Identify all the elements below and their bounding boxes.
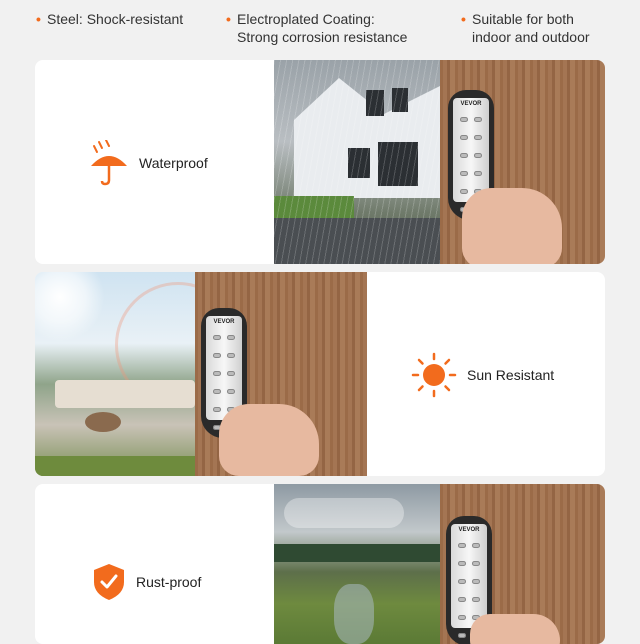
- hand: [219, 404, 319, 476]
- bullet-dot-icon: •: [461, 11, 466, 27]
- sun-label-group: [411, 352, 554, 398]
- feature-line: indoor and outdoor: [472, 29, 590, 45]
- keypad-plate: [451, 524, 487, 628]
- patio-photo: [35, 272, 195, 476]
- sofa: [55, 380, 195, 408]
- waterproof-label-group: [89, 140, 208, 186]
- puddle: [334, 584, 374, 644]
- keypad-plate: [453, 98, 489, 202]
- door-lock-photo: [440, 484, 605, 644]
- rainy-house-photo: [274, 60, 440, 264]
- hand: [462, 188, 562, 264]
- panel-label: Rust-proof: [136, 574, 202, 590]
- brand-logo: VEVOR: [458, 527, 480, 533]
- feature-item: [36, 10, 184, 28]
- brand-logo: VEVOR: [460, 101, 482, 107]
- feature-line: Suitable for both: [472, 11, 574, 27]
- feature-line: Steel: Shock-resistant: [47, 11, 184, 27]
- umbrella-rain-icon: [89, 140, 129, 186]
- bullet-dot-icon: •: [226, 11, 231, 27]
- door-lock-photo: [195, 272, 367, 476]
- cloud: [284, 498, 404, 528]
- feature-item: [226, 10, 408, 46]
- treeline: [274, 544, 440, 562]
- panel-label: Waterproof: [139, 155, 208, 171]
- feature-line: Electroplated Coating:: [237, 11, 375, 27]
- keypad-plate: [206, 316, 242, 420]
- shield-check-icon: [92, 562, 126, 602]
- sun-resistant-panel: [35, 272, 605, 476]
- sun-glare: [35, 272, 105, 342]
- rust-proof-label-group: [92, 562, 201, 602]
- meadow-photo: [274, 484, 440, 644]
- door-lock-photo: [440, 60, 605, 264]
- feature-line: Strong corrosion resistance: [237, 29, 408, 45]
- feature-list: [0, 10, 640, 50]
- grass: [35, 456, 195, 476]
- feature-item: [461, 10, 590, 46]
- brand-logo: VEVOR: [213, 319, 235, 325]
- waterproof-panel: [35, 60, 605, 264]
- table: [85, 412, 121, 432]
- sun-icon: [411, 352, 457, 398]
- bullet-dot-icon: •: [36, 11, 41, 27]
- panel-label: Sun Resistant: [467, 367, 555, 383]
- rust-proof-panel: [35, 484, 605, 644]
- rain-overlay: [274, 60, 440, 264]
